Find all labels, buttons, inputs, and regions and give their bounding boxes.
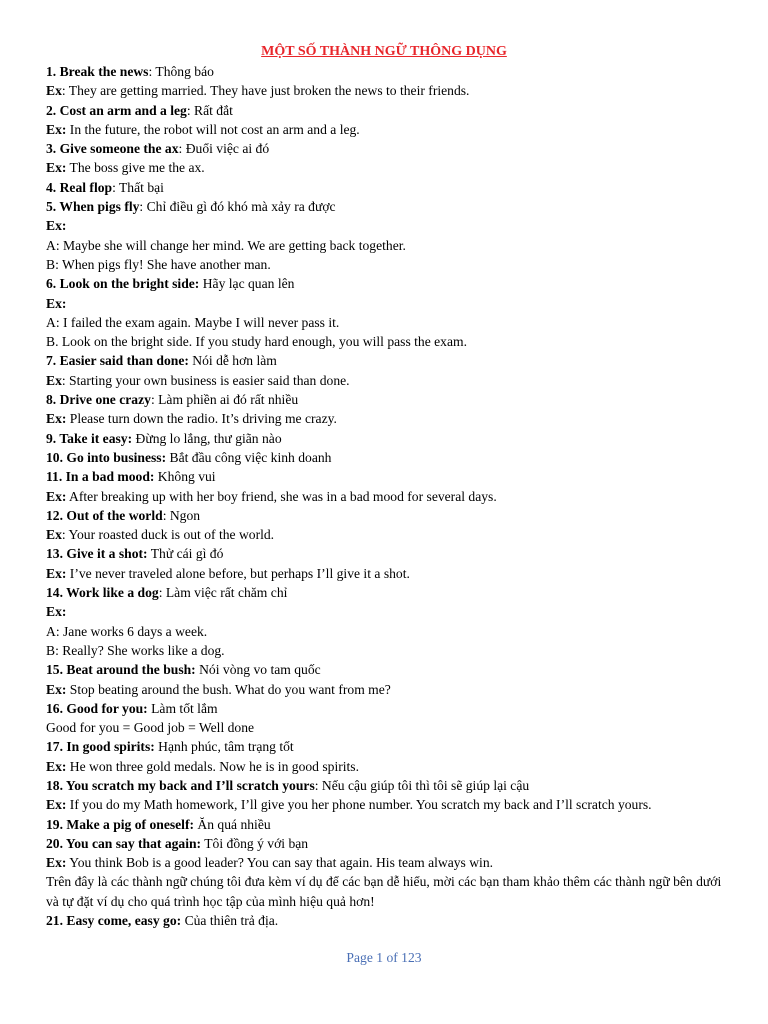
text-line (46, 853, 726, 872)
bold-term: 8. Drive one crazy (46, 392, 151, 408)
line-text: B. Look on the bright side. If you study hard enough, you will pass the exam. (46, 334, 467, 350)
text-line (46, 564, 726, 583)
text-line (46, 294, 726, 313)
text-line (46, 139, 726, 158)
bold-term: 9. Take it easy: (46, 430, 133, 446)
line-text: Nói vòng vo tam quốc (195, 662, 321, 678)
line-text: Hãy lạc quan lên (199, 276, 295, 292)
bold-term: Ex: (46, 295, 67, 311)
text-line (46, 332, 726, 351)
bold-term: Ex (46, 83, 62, 99)
bold-term: Ex (46, 527, 62, 543)
text-line (46, 757, 726, 776)
line-text: : Ngon (162, 507, 201, 523)
text-line (46, 467, 726, 486)
page-number: Page 1 of 123 (346, 950, 422, 965)
text-line (46, 699, 726, 718)
text-line (46, 795, 726, 814)
text-line (46, 158, 726, 177)
line-text: He won three gold medals. Now he is in good spirits. (66, 758, 359, 774)
bold-term: Ex: (46, 758, 67, 774)
line-text: : Chỉ điều gì đó khó mà xảy ra được (139, 199, 336, 215)
line-text: : Your roasted duck is out of the world. (61, 527, 275, 543)
line-text: You think Bob is a good leader? You can say that again. His team always win. (66, 855, 494, 871)
text-line (46, 371, 726, 390)
line-text: : Đuổi việc ai đó (178, 141, 270, 157)
line-text: Không vui (154, 469, 216, 485)
line-text: I’ve never traveled alone before, but perhaps I’ll give it a shot. (66, 565, 410, 581)
text-line (46, 506, 726, 525)
bold-term: 6. Look on the bright side: (46, 276, 200, 292)
bold-term: 10. Go into business: (46, 449, 167, 465)
text-line (46, 313, 726, 332)
page-title: MỘT SỐ THÀNH NGỮ THÔNG DỤNG (261, 44, 507, 59)
text-line (46, 62, 726, 81)
idiom-list (46, 62, 726, 930)
text-line (46, 660, 726, 679)
text-line (46, 815, 726, 834)
line-text: B: When pigs fly! She have another man. (46, 256, 271, 272)
line-text: In the future, the robot will not cost an arm and a leg. (66, 121, 360, 137)
bold-term: 3. Give someone the ax (46, 141, 179, 157)
text-line (46, 583, 726, 602)
line-text: Please turn down the radio. It’s driving me crazy. (66, 411, 337, 427)
bold-term: 12. Out of the world (46, 507, 163, 523)
line-text: A: I failed the exam again. Maybe I will never pass it. (46, 314, 340, 330)
bold-term: Ex: (46, 604, 67, 620)
line-text: : Starting your own business is easier said than done. (61, 372, 350, 388)
bold-term: 18. You scratch my back and I’ll scratch yours (46, 777, 315, 793)
line-text: Làm tốt lắm (147, 700, 218, 716)
bold-term: Ex: (46, 855, 67, 871)
line-text: : Làm phiền ai đó rất nhiều (150, 392, 299, 408)
text-line (46, 737, 726, 756)
line-text: After breaking up with her boy friend, she was in a bad mood for several days. (66, 488, 497, 504)
line-text: Tôi đồng ý với bạn (201, 835, 309, 851)
line-text: Trên đây là các thành ngữ chúng tôi đưa kèm ví dụ để các bạn dễ hiểu, mời các bạn tham khảo thêm các thành ngữ bên dưới và tự đặt ví dụ cho quá trình học tập của mình hiệu quả hơn! (46, 874, 722, 909)
bold-term: 15. Beat around the bush: (46, 662, 196, 678)
text-line (46, 120, 726, 139)
bold-term: 17. In good spirits: (46, 739, 155, 755)
text-line (46, 544, 726, 563)
bold-term: 5. When pigs fly (46, 199, 140, 215)
bold-term: Ex: (46, 218, 67, 234)
text-line (46, 255, 726, 274)
text-line (46, 178, 726, 197)
bold-term: 14. Work like a dog (46, 585, 159, 601)
line-text: : Thất bại (112, 179, 164, 195)
line-text: Ăn quá nhiều (194, 816, 271, 832)
text-line (46, 602, 726, 621)
bold-term: Ex: (46, 488, 67, 504)
line-text: Thử cái gì đó (147, 546, 224, 562)
line-text: B: Really? She works like a dog. (46, 642, 225, 658)
bold-term: Ex: (46, 160, 67, 176)
bold-term: 20. You can say that again: (46, 835, 202, 851)
bold-term: 11. In a bad mood: (46, 469, 155, 485)
bold-term: 16. Good for you: (46, 700, 148, 716)
line-text: Good for you = Good job = Well done (46, 720, 255, 736)
text-line (46, 622, 726, 641)
line-text: Nói dễ hơn làm (188, 353, 277, 369)
text-line (46, 776, 726, 795)
line-text: : Thông báo (148, 64, 214, 79)
text-line (46, 236, 726, 255)
line-text: If you do my Math homework, I’ll give you her phone number. You scratch my back and I’ll scratch yours. (66, 797, 652, 813)
line-text: Stop beating around the bush. What do you want from me? (66, 681, 391, 697)
bold-term: 2. Cost an arm and a leg (46, 102, 187, 118)
line-text: : Rất đắt (186, 102, 233, 118)
bold-term: 4. Real flop (46, 179, 113, 195)
line-text: The boss give me the ax. (66, 160, 205, 176)
text-line (46, 834, 726, 853)
text-line (46, 718, 726, 737)
text-line (46, 641, 726, 660)
bold-term: Ex: (46, 411, 67, 427)
text-line (46, 487, 726, 506)
text-line (46, 911, 726, 930)
text-line (46, 216, 726, 235)
line-text: Bắt đầu công việc kinh doanh (166, 449, 332, 465)
bold-term: 19. Make a pig of oneself: (46, 816, 195, 832)
bold-term: 1. Break the news (46, 64, 149, 79)
text-line (46, 525, 726, 544)
text-line (46, 351, 726, 370)
text-line (46, 872, 726, 911)
text-line (46, 429, 726, 448)
line-text: Hạnh phúc, tâm trạng tốt (154, 739, 294, 755)
line-text: Của thiên trả địa. (181, 913, 279, 929)
text-line (46, 680, 726, 699)
text-line (46, 409, 726, 428)
bold-term: 21. Easy come, easy go: (46, 913, 182, 929)
text-line (46, 390, 726, 409)
line-text: : They are getting married. They have just broken the news to their friends. (61, 83, 470, 99)
line-text: : Làm việc rất chăm chỉ (158, 585, 288, 601)
bold-term: Ex: (46, 681, 67, 697)
bold-term: Ex: (46, 565, 67, 581)
bold-term: Ex: (46, 797, 67, 813)
bold-term: 13. Give it a shot: (46, 546, 148, 562)
text-line (46, 274, 726, 293)
line-text: Đừng lo lắng, thư giãn nào (132, 430, 282, 446)
text-line (46, 197, 726, 216)
bold-term: 7. Easier said than done: (46, 353, 189, 369)
bold-term: Ex: (46, 121, 67, 137)
text-line (46, 81, 726, 100)
bold-term: Ex (46, 372, 62, 388)
text-line (46, 448, 726, 467)
text-line (46, 101, 726, 120)
line-text: A: Maybe she will change her mind. We are getting back together. (46, 237, 406, 253)
line-text: : Nếu cậu giúp tôi thì tôi sẽ giúp lại cậu (314, 777, 530, 793)
line-text: A: Jane works 6 days a week. (46, 623, 208, 639)
